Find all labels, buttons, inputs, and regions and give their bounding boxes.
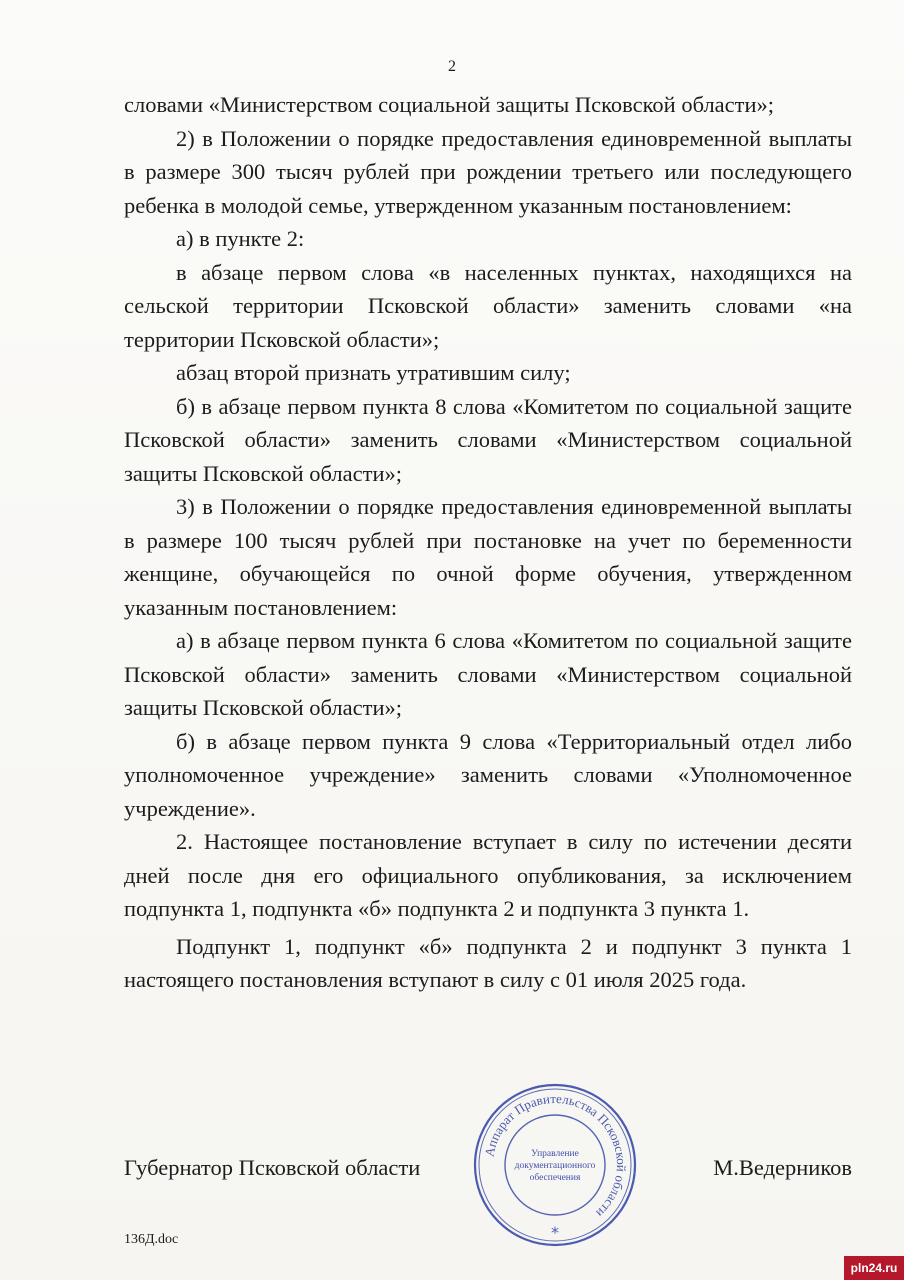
paragraph-8: б) в абзаце первом пункта 9 слова «Территориальный отдел либо уполномоченное учреждение» заменить словами «Уполномоченное учреждение». [124, 728, 852, 821]
svg-text:Аппарат Правительства Псковско: Аппарат Правительства Псковской области [481, 1090, 630, 1221]
paragraph-10: Подпункт 1, подпункт «б» подпункта 2 и подпункт 3 пункта 1 настоящего постановления вступают в силу с 01 июля 2025 года. [124, 933, 852, 992]
paragraph-6: 3) в Положении о порядке предоставления единовременной выплаты в размере 100 тысяч рублей при постановке на учет по беременности женщине, обучающейся по очной форме обучения, утвержденном указанным постановлением: [124, 494, 852, 620]
paragraph-4: абзац второй признать утратившим силу; [176, 360, 571, 385]
svg-text:Управление: Управление [531, 1149, 579, 1159]
paragraph-2: а) в пункте 2: [176, 226, 305, 251]
svg-text:документационного: документационного [514, 1161, 596, 1171]
official-stamp [470, 1080, 640, 1250]
file-reference: 136Д.doc [124, 1232, 179, 1247]
signer-name: М.Ведерников [713, 1155, 852, 1180]
signer-title: Губернатор Псковской области [124, 1155, 421, 1180]
paragraph-1: 2) в Положении о порядке предоставления единовременной выплаты в размере 300 тысяч рублей при рождении третьего или последующего ребенка в молодой семье, утвержденном указанным постановлением: [124, 125, 852, 218]
paragraph-0: словами «Министерством социальной защиты Псковской области»; [124, 92, 775, 117]
paragraph-5: б) в абзаце первом пункта 8 слова «Комитетом по социальной защите Псковской области» заменить словами «Министерством социальной защиты Псковской области»; [124, 393, 852, 486]
stamp-seal-icon [470, 1080, 640, 1250]
watermark-badge: pln24.ru [844, 1256, 904, 1280]
svg-text:*: * [551, 1223, 559, 1242]
paragraph-3: в абзаце первом слова «в населенных пунктах, находящихся на сельской территории Псковской области» заменить словами «на территории Псковской области»; [124, 259, 852, 352]
svg-text:обеспечения: обеспечения [529, 1173, 581, 1183]
page-number: 2 [448, 58, 456, 75]
document-body [124, 88, 852, 997]
paragraph-7: а) в абзаце первом пункта 6 слова «Комитетом по социальной защите Псковской области» заменить словами «Министерством социальной защиты Псковской области»; [124, 628, 852, 720]
paragraph-9: 2. Настоящее постановление вступает в силу по истечении десяти дней после дня его официального опубликования, за исключением подпункта 1, подпункта «б» подпункта 2 и подпункта 3 пункта 1. [124, 829, 852, 921]
